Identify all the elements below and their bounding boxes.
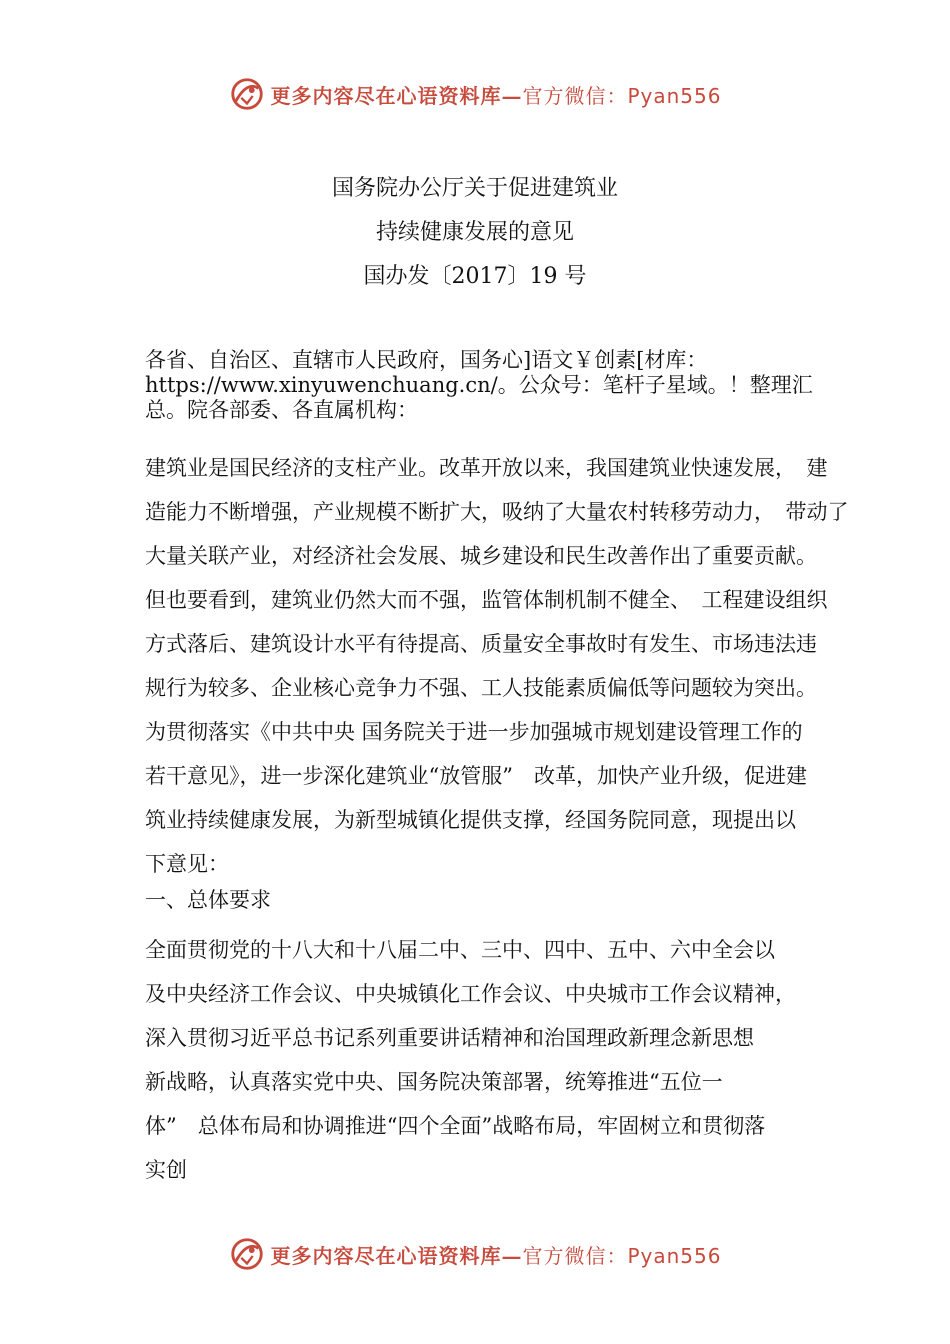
body-line: 规行为较多、企业核心竞争力不强、工人技能素质偏低等问题较为突出。 bbox=[145, 676, 817, 700]
watermark-wechat: 官方微信：Pyan556 bbox=[522, 83, 722, 108]
section-paragraph bbox=[145, 928, 825, 1192]
watermark-logo-icon bbox=[228, 75, 266, 113]
body-line: 大量关联产业，对经济社会发展、城乡建设和民生改善作出了重要贡献。 bbox=[145, 544, 817, 568]
body-line: 筑业持续健康发展，为新型城镇化提供支撑，经国务院同意，现提出以 bbox=[145, 808, 796, 832]
watermark-banner-bottom bbox=[0, 1232, 950, 1276]
watermark-main-text: 更多内容尽在心语资料库— bbox=[270, 83, 523, 108]
watermark-logo-icon bbox=[228, 1235, 266, 1273]
watermark-text bbox=[270, 1240, 721, 1269]
salutation-paragraph bbox=[145, 348, 825, 423]
document-title-line-2: 持续健康发展的意见 bbox=[375, 220, 574, 245]
watermark-wechat: 官方微信：Pyan556 bbox=[522, 1243, 722, 1268]
section-line: 全面贯彻党的十八大和十八届二中、三中、四中、五中、六中全会以 bbox=[145, 938, 775, 962]
section-heading: 一、总体要求 bbox=[145, 888, 271, 912]
body-line: 建筑业是国民经济的支柱产业。改革开放以来，我国建筑业快速发展， 建 bbox=[145, 456, 828, 480]
body-line: 下意见： bbox=[145, 852, 229, 876]
document-title-line-1: 国务院办公厅关于促进建筑业 bbox=[331, 176, 618, 201]
salutation-line: 总。院各部委、各直属机构： bbox=[145, 398, 418, 422]
body-line: 为贯彻落实《中共中央 国务院关于进一步加强城市规划建设管理工作的 bbox=[145, 720, 803, 744]
body-line: 若干意见》，进一步深化建筑业“放管服” 改革，加快产业升级，促进建 bbox=[145, 764, 807, 788]
section-line: 深入贯彻习近平总书记系列重要讲话精神和治国理政新理念新思想 bbox=[145, 1026, 754, 1050]
salutation-line: https://www.xinyuwenchuang.cn/。公众号：笔杆子星域。！整理汇 bbox=[145, 373, 813, 397]
section-line: 体” 总体布局和协调推进“四个全面”战略布局，牢固树立和贯彻落 bbox=[145, 1114, 766, 1138]
watermark-banner-top bbox=[0, 72, 950, 116]
body-line: 造能力不断增强，产业规模不断扩大，吸纳了大量农村转移劳动力， 带动了 bbox=[145, 500, 849, 524]
section-line: 新战略，认真落实党中央、国务院决策部署，统筹推进“五位一 bbox=[145, 1070, 723, 1094]
document-number: 国办发〔2017〕19 号 bbox=[363, 264, 587, 289]
section-line: 实创 bbox=[145, 1158, 187, 1182]
watermark-text bbox=[270, 80, 721, 109]
body-paragraph bbox=[145, 446, 849, 886]
salutation-line: 各省、自治区、直辖市人民政府，国务心]语文￥创素[材库： bbox=[145, 348, 708, 372]
watermark-main-text: 更多内容尽在心语资料库— bbox=[270, 1243, 523, 1268]
body-line: 但也要看到，建筑业仍然大而不强，监管体制机制不健全、 工程建设组织 bbox=[145, 588, 828, 612]
section-line: 及中央经济工作会议、中央城镇化工作会议、中央城市工作会议精神， bbox=[145, 982, 796, 1006]
body-line: 方式落后、建筑设计水平有待提高、质量安全事故时有发生、市场违法违 bbox=[145, 632, 817, 656]
